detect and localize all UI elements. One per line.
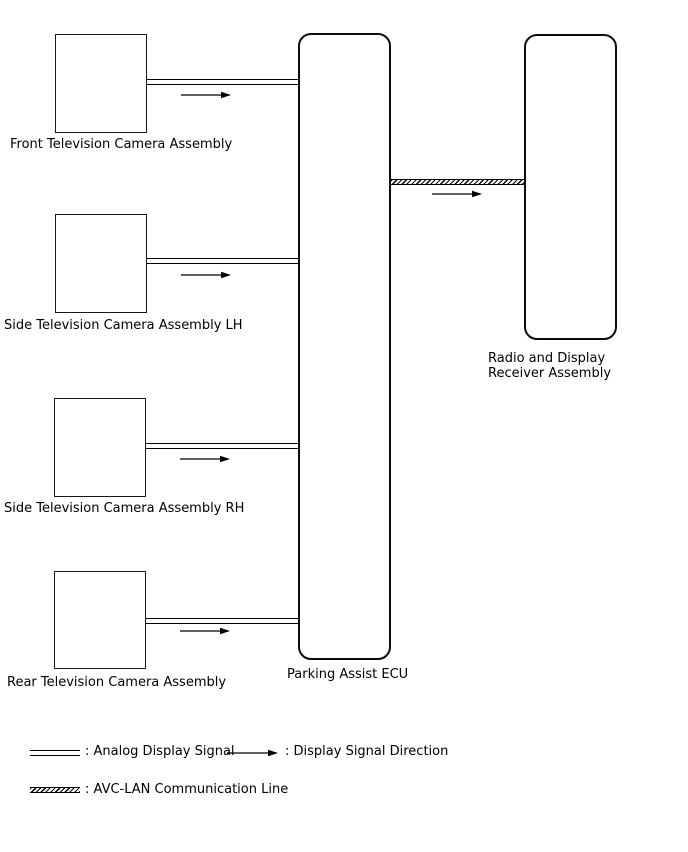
node-radio-receiver-label (488, 351, 611, 381)
connector-front-camera-to-ecu (147, 79, 299, 85)
legend-avclan-label: : AVC-LAN Communication Line (85, 782, 289, 797)
node-side-camera-rh-box (54, 398, 146, 497)
connector-rear-camera-to-ecu (146, 618, 299, 624)
legend-signal-direction-label: : Display Signal Direction (285, 744, 449, 759)
node-rear-camera-box (54, 571, 146, 669)
legend-analog-signal-label: : Analog Display Signal (85, 744, 235, 759)
legend-avclan-sample-icon (30, 787, 80, 793)
node-parking-assist-ecu-label: Parking Assist ECU (287, 667, 409, 682)
node-side-camera-lh-label: Side Television Camera Assembly LH (4, 318, 243, 333)
connector-side-camera-lh-to-ecu (147, 258, 299, 264)
signal-direction-arrow-icon (181, 270, 231, 280)
connector-ecu-to-radio-avclan (391, 179, 524, 185)
node-front-camera-label: Front Television Camera Assembly (10, 137, 233, 152)
signal-direction-arrow-icon (181, 90, 231, 100)
node-rear-camera-label: Rear Television Camera Assembly (7, 675, 227, 690)
node-side-camera-lh-box (55, 214, 147, 313)
signal-direction-arrow-icon (180, 454, 230, 464)
node-parking-assist-ecu-box (298, 33, 391, 660)
legend-analog-signal-sample-icon (30, 750, 80, 756)
legend-direction-arrow-icon (227, 748, 278, 758)
radio-label-line1: Radio and Display (488, 351, 606, 366)
node-radio-receiver-box (524, 34, 617, 340)
node-front-camera-box (55, 34, 147, 133)
radio-label-line2: Receiver Assembly (488, 366, 612, 381)
connector-side-camera-rh-to-ecu (146, 443, 299, 449)
node-side-camera-rh-label: Side Television Camera Assembly RH (4, 501, 245, 516)
signal-direction-arrow-icon (432, 189, 482, 199)
signal-direction-arrow-icon (180, 626, 230, 636)
